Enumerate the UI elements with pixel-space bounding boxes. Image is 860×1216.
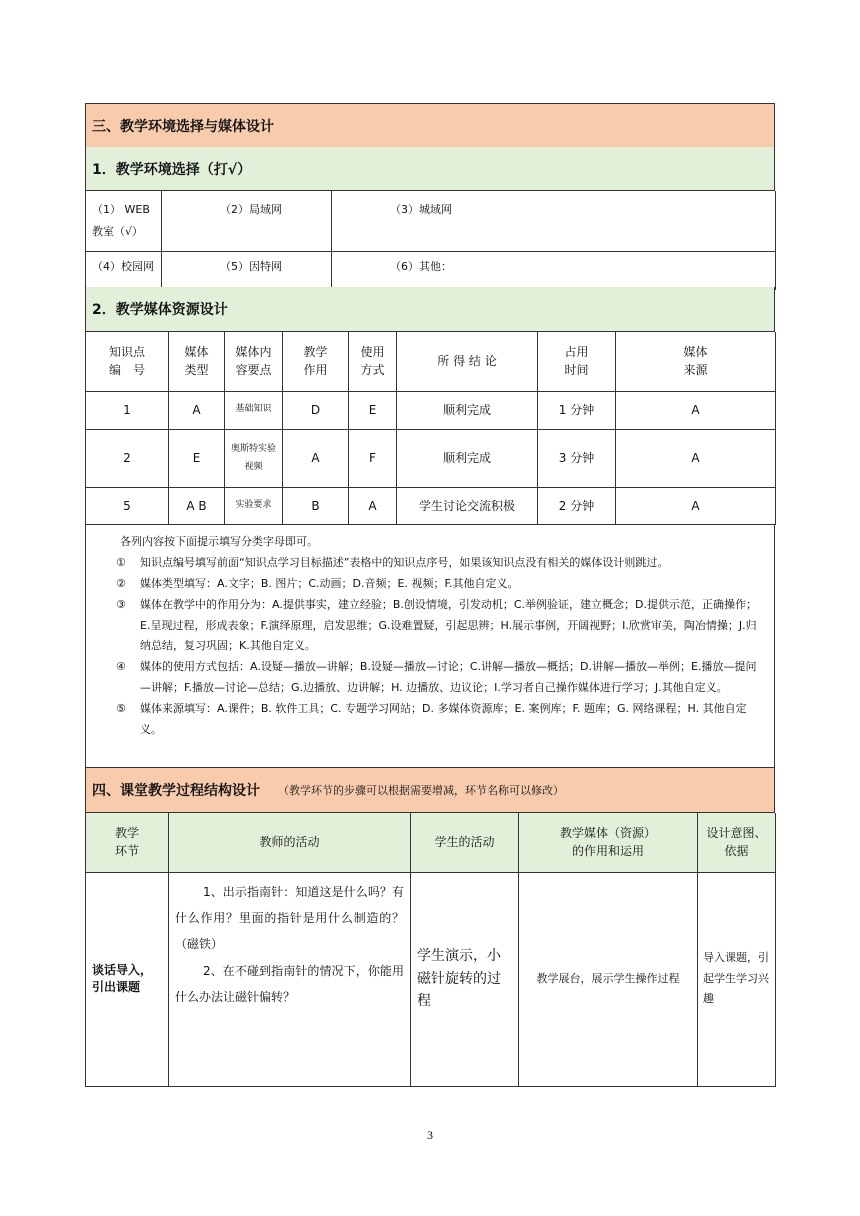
env-option: （4）校园网 bbox=[86, 252, 162, 290]
note-number: ④ bbox=[116, 660, 126, 674]
media-cell: 1 bbox=[86, 391, 169, 429]
section3-title: 三、教学环境选择与媒体设计 bbox=[92, 118, 274, 135]
section3-header bbox=[85, 103, 775, 148]
list-item bbox=[116, 699, 764, 741]
media-col-header: 知识点 编 号 bbox=[86, 332, 169, 391]
media-cell: 实验要求 bbox=[225, 487, 283, 524]
note-text: 媒体在教学中的作用分为：A.提供事实，建立经验；B.创设情境，引发动机；C.举例验证，建立概念；D.提供示范，正确操作；E.呈现过程，形成表象；F.演绎原理，启发思维；G.设难置疑，引起思辨；H.展示事例，开阔视野；I.欣赏审美，陶冶情操；J.归纳总结，复习巩固；K.其他自定义。 bbox=[140, 597, 758, 653]
media-col-header: 使用 方式 bbox=[349, 332, 397, 391]
env-option: （3）城域网 bbox=[332, 191, 776, 252]
process-header-row bbox=[86, 813, 776, 872]
process-col-header: 教学媒体（资源） 的作用和运用 bbox=[519, 813, 698, 872]
section4-subtitle: （教学环节的步骤可以根据需要增减，环节名称可以修改） bbox=[278, 784, 564, 797]
media-cell: 1 分钟 bbox=[538, 391, 616, 429]
env-option: （6）其他： bbox=[332, 252, 776, 290]
media-cell: D bbox=[283, 391, 349, 429]
media-col-header: 媒体 来源 bbox=[616, 332, 776, 391]
media-cell: 顺利完成 bbox=[397, 391, 538, 429]
media-cell: A bbox=[616, 487, 776, 524]
env-title: 1．教学环境选择（打√） bbox=[92, 161, 252, 178]
section4-header bbox=[85, 767, 775, 813]
note-text: 媒体的使用方式包括：A.设疑—播放—讲解；B.设疑—播放—讨论；C.讲解—播放—概括；D.讲解—播放—举例；E.播放—提问—讲解；F.播放—讨论—总结；G.边播放、边讲解；H. 边播放、边议论；I.学习者自己操作媒体进行学习；J.其他自定义。 bbox=[140, 660, 757, 695]
list-item bbox=[116, 574, 764, 595]
media-header-row bbox=[86, 332, 776, 391]
media-col-header: 媒体内 容要点 bbox=[225, 332, 283, 391]
student-activity: 学生演示，小磁针旋转的过程 bbox=[411, 872, 519, 1086]
table-row bbox=[86, 391, 776, 429]
teacher-step-1: 1、出示指南针：知道这是什么吗？有什么作用？里面的指针是用什么制造的？（磁铁） bbox=[175, 884, 404, 952]
media-cell: 学生讨论交流积极 bbox=[397, 487, 538, 524]
media-cell: A bbox=[616, 391, 776, 429]
process-stage: 谈话导入，引出课题 bbox=[86, 872, 169, 1086]
note-number: ③ bbox=[116, 597, 126, 611]
table-row bbox=[86, 872, 776, 1086]
process-col-header: 教学 环节 bbox=[86, 813, 169, 872]
media-cell: 基础知识 bbox=[225, 391, 283, 429]
media-cell: E bbox=[169, 429, 225, 487]
note-number: ⑤ bbox=[116, 702, 126, 716]
env-option: （2）局域网 bbox=[162, 191, 332, 252]
list-item bbox=[116, 595, 764, 658]
env-table bbox=[85, 191, 775, 290]
env-option: （1） WEB教室（√） bbox=[86, 191, 162, 252]
media-cell: 2 bbox=[86, 429, 169, 487]
note-text: 媒体类型填写：A.文字；B. 图片；C.动画；D.音频；E. 视频；F.其他自定义。 bbox=[140, 576, 519, 590]
media-notes bbox=[85, 524, 775, 768]
page-number: 3 bbox=[427, 1128, 433, 1142]
table-row bbox=[86, 487, 776, 524]
media-cell: A bbox=[169, 391, 225, 429]
media-title: 2．教学媒体资源设计 bbox=[92, 302, 228, 318]
process-table bbox=[85, 813, 775, 1087]
media-cell: A bbox=[616, 429, 776, 487]
list-item bbox=[116, 553, 764, 574]
env-option: （5）因特网 bbox=[162, 252, 332, 290]
note-number: ① bbox=[116, 555, 126, 569]
media-cell: A bbox=[283, 429, 349, 487]
teacher-activity bbox=[169, 872, 411, 1086]
media-col-header: 媒体 类型 bbox=[169, 332, 225, 391]
teacher-step-2: 2、在不碰到指南针的情况下，你能用什么办法让磁针偏转？ bbox=[175, 963, 404, 1005]
media-usage: 教学展台，展示学生操作过程 bbox=[519, 872, 698, 1086]
media-col-header: 教学 作用 bbox=[283, 332, 349, 391]
process-col-header: 教师的活动 bbox=[169, 813, 411, 872]
media-cell: 2 分钟 bbox=[538, 487, 616, 524]
media-table bbox=[85, 332, 775, 525]
media-cell: E bbox=[349, 391, 397, 429]
list-item bbox=[116, 657, 764, 699]
note-text: 知识点编号填写前面“知识点学习目标描述”表格中的知识点序号，如果该知识点没有相关的媒体设计则跳过。 bbox=[140, 555, 669, 569]
media-cell: 5 bbox=[86, 487, 169, 524]
media-cell: 顺利完成 bbox=[397, 429, 538, 487]
media-col-header: 所 得 结 论 bbox=[397, 332, 538, 391]
table-row bbox=[86, 429, 776, 487]
media-cell: A B bbox=[169, 487, 225, 524]
media-cell: F bbox=[349, 429, 397, 487]
media-cell: 3 分钟 bbox=[538, 429, 616, 487]
media-col-header: 占用 时间 bbox=[538, 332, 616, 391]
notes-intro: 各列内容按下面提示填写分类字母即可。 bbox=[120, 535, 318, 548]
env-header bbox=[85, 147, 775, 191]
note-text: 媒体来源填写：A.课件；B. 软件工具；C. 专题学习网站；D. 多媒体资源库；E. 案例库；F. 题库；G. 网络课程；H. 其他自定义。 bbox=[140, 702, 747, 737]
note-number: ② bbox=[116, 576, 126, 590]
section4-title: 四、课堂教学过程结构设计 bbox=[92, 783, 260, 799]
media-cell: 奥斯特实验视频 bbox=[225, 429, 283, 487]
media-cell: A bbox=[349, 487, 397, 524]
media-cell: B bbox=[283, 487, 349, 524]
process-col-header: 设计意图、 依据 bbox=[698, 813, 776, 872]
media-header bbox=[85, 287, 775, 332]
process-col-header: 学生的活动 bbox=[411, 813, 519, 872]
design-intent: 导入课题，引起学生学习兴趣 bbox=[698, 872, 776, 1086]
